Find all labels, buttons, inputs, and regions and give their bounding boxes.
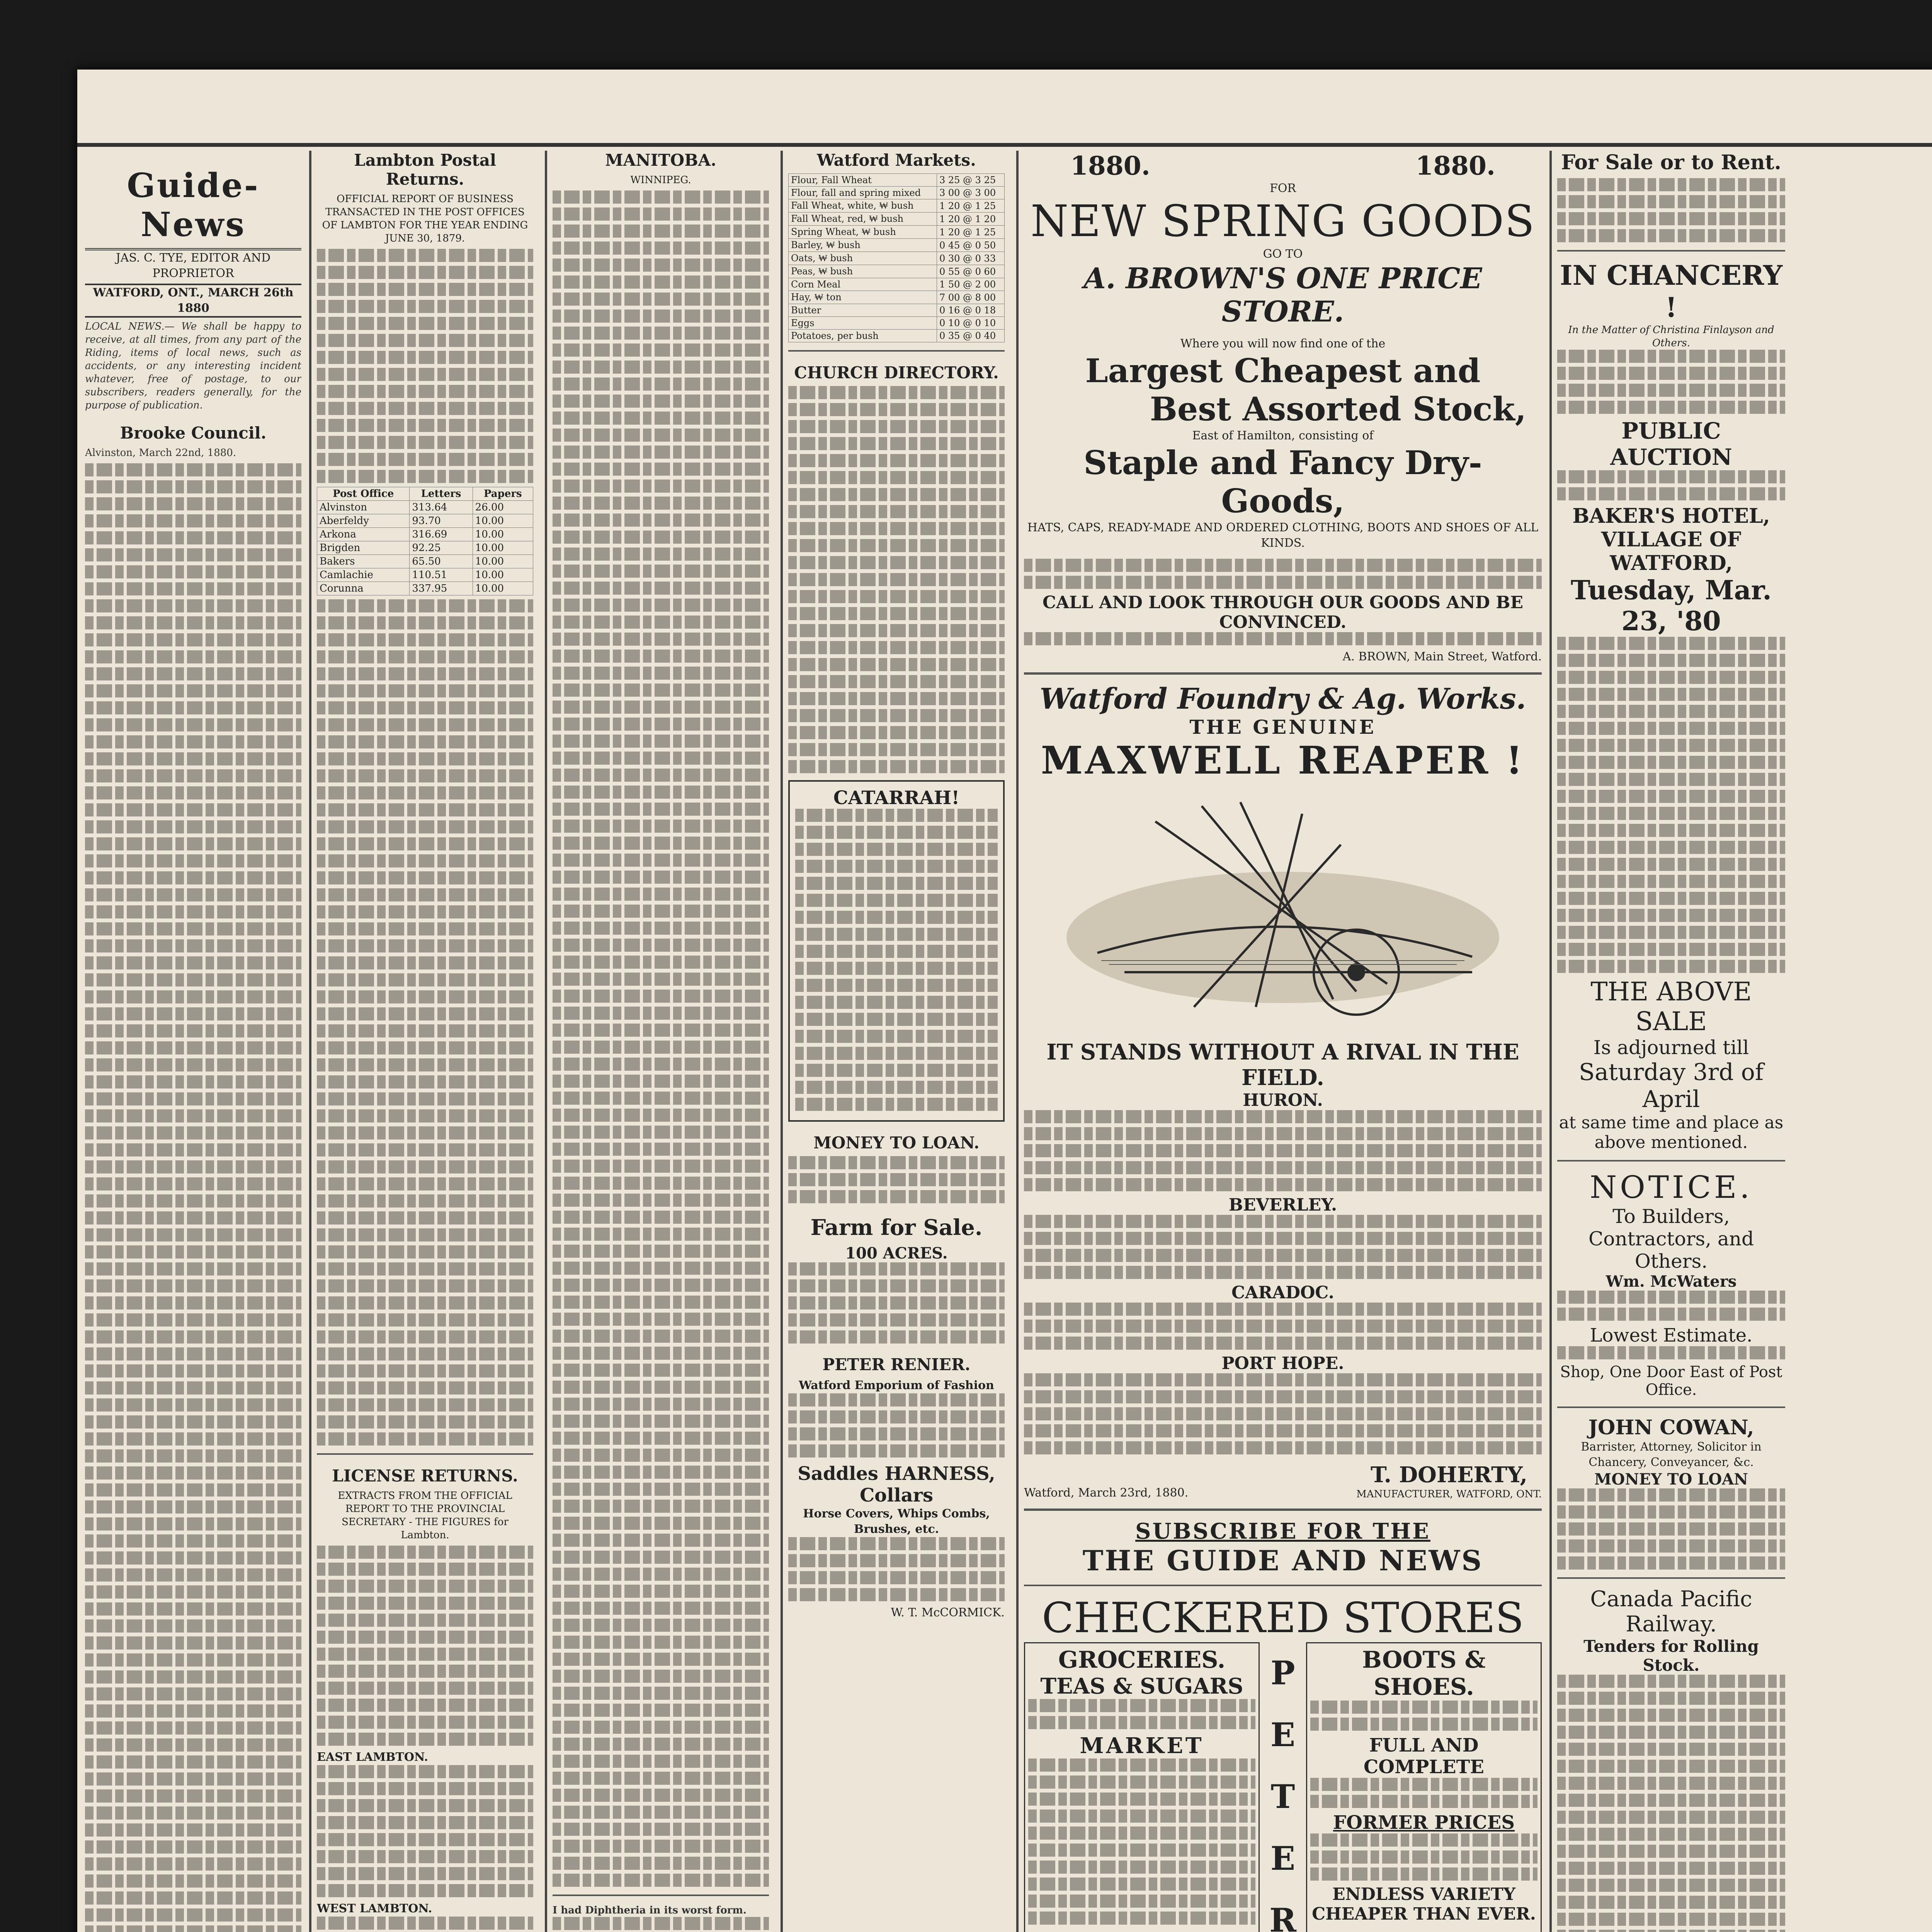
church-heading: CHURCH DIRECTORY.	[794, 363, 999, 382]
postal-cell: 10.00	[473, 568, 533, 582]
postal-cell: 93.70	[410, 514, 473, 528]
new-spring-goods: NEW SPRING GOODS	[1031, 196, 1535, 247]
year-right: 1880.	[1415, 151, 1495, 181]
market-cell: Eggs	[789, 317, 937, 330]
teas-sugars: TEAS & SUGARS	[1040, 1673, 1243, 1699]
doherty-footer	[1024, 1462, 1542, 1501]
adjourned-till: Is adjourned till	[1593, 1036, 1749, 1059]
column-rule	[1549, 151, 1552, 1932]
postal-cell: 313.64	[410, 501, 473, 514]
column-5	[1024, 151, 1542, 1932]
port-hope-label: PORT HOPE.	[1221, 1354, 1344, 1373]
table-row	[789, 199, 1005, 213]
peters-vertical: P E T E R	[1269, 1654, 1296, 1932]
postal-cell: 110.51	[410, 568, 473, 582]
table-row	[789, 330, 1005, 342]
doherty-dated: Watford, March 23rd, 1880.	[1024, 1486, 1189, 1500]
tuesday-date: Tuesday, Mar. 23, '80	[1571, 575, 1772, 637]
table-row	[317, 528, 533, 541]
market-label: MARKET	[1080, 1733, 1204, 1759]
where-label: Where you will now find one of the	[1180, 337, 1386, 350]
postal-intro	[317, 249, 533, 483]
farm-acres: 100 ACRES.	[845, 1244, 948, 1262]
manitoba-heading: MANITOBA.	[605, 151, 716, 170]
market-cell: Fall Wheat, white, ₩ bush	[789, 199, 937, 213]
markets-heading: Watford Markets.	[817, 151, 976, 170]
boots-box	[1306, 1642, 1542, 1932]
market-cell: Barley, ₩ bush	[789, 239, 937, 252]
cheaper-than-ever: CHEAPER THAN EVER.	[1312, 1904, 1536, 1924]
rolling-stock: Tenders for Rolling Stock.	[1583, 1637, 1759, 1675]
top-rule	[77, 143, 1932, 147]
chancery-heading: IN CHANCERY !	[1560, 259, 1783, 323]
huron-label: HURON.	[1243, 1090, 1323, 1110]
maxwell-reaper: MAXWELL REAPER !	[1041, 738, 1525, 783]
column-2	[317, 151, 533, 1932]
market-cell: 0 30 @ 0 33	[937, 252, 1004, 265]
checkered-grid	[1024, 1642, 1542, 1932]
table-row	[317, 582, 533, 595]
column-4	[788, 151, 1005, 1932]
market-cell: 1 20 @ 1 25	[937, 226, 1004, 239]
license-returns-heading: LICENSE RETURNS.	[332, 1466, 518, 1485]
market-cell: 3 00 @ 3 00	[937, 187, 1004, 199]
boots-shoes-heading: BOOTS & SHOES.	[1362, 1646, 1486, 1701]
market-cell: Oats, ₩ bush	[789, 252, 937, 265]
best-label: Best Assorted Stock,	[1150, 390, 1526, 428]
postal-cell: 92.25	[410, 541, 473, 555]
renier-sub: Watford Emporium of Fashion	[799, 1379, 994, 1392]
subscribe-2: THE GUIDE AND NEWS	[1082, 1544, 1483, 1577]
market-cell: Hay, ₩ ton	[789, 291, 937, 304]
table-row	[317, 501, 533, 514]
year-left: 1880.	[1070, 151, 1150, 181]
endless-variety: ENDLESS VARIETY	[1332, 1884, 1515, 1904]
postal-col-header: Post Office	[317, 487, 410, 501]
bakers-hotel: BAKER'S HOTEL,	[1572, 504, 1770, 528]
postal-cell: 26.00	[473, 501, 533, 514]
column-rule	[1016, 151, 1019, 1932]
postal-col-header: Letters	[410, 487, 473, 501]
column-rule	[545, 151, 547, 1932]
market-cell: Potatoes, per bush	[789, 330, 937, 342]
postal-cell: Arkona	[317, 528, 410, 541]
table-row	[789, 239, 1005, 252]
column-rule	[309, 151, 311, 1932]
money-loan-heading: MONEY TO LOAN.	[813, 1133, 980, 1152]
market-cell: 0 55 @ 0 60	[937, 265, 1004, 278]
table-row	[789, 278, 1005, 291]
doherty-sub: MANUFACTURER, WATFORD, ONT.	[1356, 1488, 1542, 1500]
postal-cell: Aberfeldy	[317, 514, 410, 528]
market-cell: 0 35 @ 0 40	[937, 330, 1004, 342]
groceries-box	[1024, 1642, 1260, 1932]
for-label: FOR	[1270, 182, 1296, 195]
groceries-heading: GROCERIES.	[1058, 1646, 1226, 1673]
postal-table	[317, 487, 533, 595]
east-label: East of Hamilton, consisting of	[1192, 429, 1374, 442]
checkered-stores: CHECKERED STORES	[1042, 1594, 1524, 1642]
table-row	[789, 291, 1005, 304]
foundry-heading: Watford Foundry & Ag. Works.	[1039, 682, 1526, 716]
brooke-opening: Alvinston, March 22nd, 1880.	[85, 447, 236, 459]
table-row	[789, 265, 1005, 278]
saturday-april: Saturday 3rd of April	[1578, 1059, 1764, 1113]
brooke-council-heading: Brooke Council.	[120, 423, 267, 442]
postal-table-rest	[317, 599, 533, 1446]
village-watford: VILLAGE OF WATFORD,	[1601, 528, 1742, 575]
east-lambton-table	[317, 1765, 533, 1897]
table-row	[789, 304, 1005, 317]
cowan-money: MONEY TO LOAN	[1594, 1470, 1748, 1488]
west-lambton-table	[317, 1917, 533, 1932]
year-banner	[1024, 151, 1542, 181]
table-row	[317, 514, 533, 528]
table-row	[317, 555, 533, 568]
postal-cell: 10.00	[473, 528, 533, 541]
postal-cell: 337.95	[410, 582, 473, 595]
postal-cell: Corunna	[317, 582, 410, 595]
column-1	[85, 151, 301, 1932]
chancery-sub: In the Matter of Christina Finlayson and Others.	[1568, 324, 1774, 349]
postal-cell: Camlachie	[317, 568, 410, 582]
postal-cell: Brigden	[317, 541, 410, 555]
markets-table	[788, 173, 1005, 342]
market-cell: Spring Wheat, ₩ bush	[789, 226, 937, 239]
postal-cell: Alvinston	[317, 501, 410, 514]
postal-cell: 316.69	[410, 528, 473, 541]
market-cell: 0 45 @ 0 50	[937, 239, 1004, 252]
local-news-note: LOCAL NEWS.— We shall be happy to receive, at all times, from any part of the Riding, items of local news, such as accidents, or any interesting incident whatever, free of postage, to our subscribers, readers generally, for the purpose of publication.	[85, 321, 301, 411]
column-3	[553, 151, 769, 1932]
builders-sub: To Builders, Contractors, and Others.	[1588, 1205, 1754, 1272]
hats-label: HATS, CAPS, READY-MADE AND ORDERED CLOTHING, BOOTS AND SHOES OF ALL KINDS.	[1027, 521, 1539, 550]
column-6	[1557, 151, 1785, 1932]
market-cell: Butter	[789, 304, 937, 317]
table-row	[317, 541, 533, 555]
mccormick-sign: W. T. McCORMICK.	[891, 1606, 1005, 1619]
call-look: CALL AND LOOK THROUGH OUR GOODS AND BE CONVINCED.	[1042, 593, 1523, 632]
market-cell: 1 20 @ 1 20	[937, 213, 1004, 226]
manitoba-body	[553, 190, 769, 1887]
cpr-heading-1: Canada Pacific Railway.	[1590, 1587, 1752, 1637]
renier-heading: PETER RENIER.	[822, 1355, 971, 1374]
brown-sign: A. BROWN, Main Street, Watford.	[1342, 650, 1542, 663]
market-cell: 3 25 @ 3 25	[937, 174, 1004, 187]
reaper-illustration	[1039, 791, 1526, 1030]
postal-returns-subhead: OFFICIAL REPORT OF BUSINESS TRANSACTED IN THE POST OFFICES OF LAMBTON FOR THE YEAR ENDING JUNE 30, 1879.	[322, 193, 528, 244]
column-rule	[781, 151, 783, 1932]
table-row	[789, 174, 1005, 187]
sale-rent-heading: For Sale or to Rent.	[1561, 151, 1781, 174]
market-cell: 1 50 @ 2 00	[937, 278, 1004, 291]
market-cell: 0 10 @ 0 10	[937, 317, 1004, 330]
postal-cell: 10.00	[473, 555, 533, 568]
brooke-body	[85, 463, 301, 1932]
table-row	[789, 317, 1005, 330]
table-row	[789, 187, 1005, 199]
diphtheria-ad: I had Diphtheria in its worst form.	[553, 1905, 747, 1916]
saddles-heading: Saddles HARNESS, Collars	[798, 1463, 995, 1506]
masthead-editor: JAS. C. TYE, EDITOR AND PROPRIETOR	[116, 251, 271, 280]
license-returns-sub: EXTRACTS FROM THE OFFICIAL REPORT TO THE PROVINCIAL SECRETARY - THE FIGURES for Lambton.	[338, 1490, 512, 1541]
market-cell: 1 20 @ 1 25	[937, 199, 1004, 213]
goto-label: GO TO	[1263, 247, 1303, 261]
caradoc-label: CARADOC.	[1231, 1283, 1334, 1303]
horse-covers: Horse Covers, Whips Combs, Brushes, etc.	[803, 1507, 990, 1536]
cowan-name: JOHN COWAN,	[1588, 1416, 1754, 1439]
market-cell: 0 16 @ 0 18	[937, 304, 1004, 317]
newspaper-page	[77, 70, 1932, 1932]
largest-label: Largest Cheapest and	[1085, 352, 1481, 390]
postal-returns-heading: Lambton Postal Returns.	[354, 151, 496, 189]
church-body	[788, 386, 1005, 773]
staple-fancy: Staple and Fancy Dry-Goods,	[1083, 444, 1482, 520]
former-prices: FORMER PRICES	[1333, 1812, 1515, 1833]
public-auction: PUBLIC AUCTION	[1610, 418, 1732, 470]
above-sale: THE ABOVE SALE	[1590, 977, 1752, 1036]
market-cell: Peas, ₩ bush	[789, 265, 937, 278]
full-complete: FULL AND COMPLETE	[1364, 1735, 1484, 1778]
cowan-sub: Barrister, Attorney, Solicitor in Chancery, Conveyancer, &c.	[1581, 1440, 1762, 1469]
license-body	[317, 1546, 533, 1746]
subscribe-1: SUBSCRIBE FOR THE	[1135, 1519, 1430, 1544]
market-cell: Fall Wheat, red, ₩ bush	[789, 213, 937, 226]
postal-cell: 10.00	[473, 582, 533, 595]
west-lambton-label: WEST LAMBTON.	[317, 1902, 432, 1915]
mcwaters-name: Wm. McWaters	[1605, 1272, 1737, 1291]
diphtheria-body	[553, 1917, 769, 1932]
notice-heading: NOTICE.	[1590, 1169, 1753, 1205]
postal-cell: 10.00	[473, 514, 533, 528]
masthead-dateline: WATFORD, ONT., MARCH 26th 1880	[85, 284, 301, 318]
masthead-title: Guide-News	[85, 151, 301, 250]
market-cell: Corn Meal	[789, 278, 937, 291]
postal-cell: 65.50	[410, 555, 473, 568]
genuine-label: THE GENUINE	[1189, 716, 1376, 738]
doherty-name: T. DOHERTY,	[1371, 1462, 1528, 1488]
same-time: at same time and place as above mentioned.	[1559, 1113, 1784, 1152]
postal-col-header: Papers	[473, 487, 533, 501]
shop-location: Shop, One Door East of Post Office.	[1560, 1363, 1782, 1399]
doherty-block	[1356, 1462, 1542, 1501]
table-row	[789, 252, 1005, 265]
market-cell: Flour, Fall Wheat	[789, 174, 937, 187]
east-lambton-label: EAST LAMBTON.	[317, 1750, 428, 1764]
postal-cell: Bakers	[317, 555, 410, 568]
market-cell: 7 00 @ 8 00	[937, 291, 1004, 304]
without-rival: IT STANDS WITHOUT A RIVAL IN THE FIELD.	[1046, 1039, 1519, 1090]
brown-store: A. BROWN'S ONE PRICE STORE.	[1083, 262, 1482, 328]
table-row	[317, 568, 533, 582]
table-row	[789, 226, 1005, 239]
farm-heading: Farm for Sale.	[810, 1215, 983, 1240]
postal-cell: 10.00	[473, 541, 533, 555]
beverley-label: BEVERLEY.	[1228, 1195, 1337, 1215]
manitoba-dateline: WINNIPEG.	[630, 174, 691, 186]
market-cell: Flour, fall and spring mixed	[789, 187, 937, 199]
catarrh-heading: CATARRAH!	[833, 787, 960, 809]
table-row	[789, 213, 1005, 226]
lowest-estimate: Lowest Estimate.	[1590, 1325, 1753, 1346]
